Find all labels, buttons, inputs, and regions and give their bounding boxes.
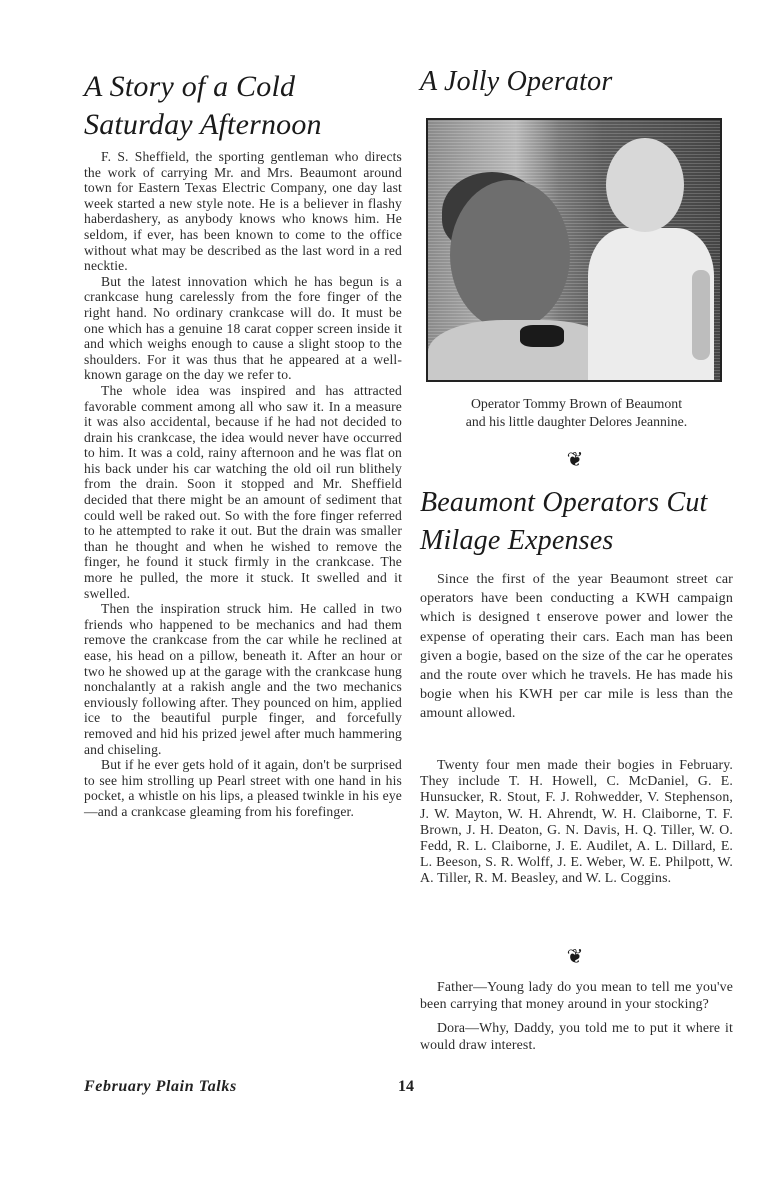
article-body-cold-saturday <box>84 149 402 820</box>
joke-line: Father—Young lady do you mean to tell me you've been carrying that money around in your stocking? <box>420 979 733 1011</box>
photo-detail <box>606 138 684 232</box>
title-line-2: Milage Expenses <box>420 525 614 556</box>
title-line-1: Beaumont Operators Cut <box>420 487 708 518</box>
photo-detail <box>692 270 710 360</box>
article-body-milage-p1 <box>420 570 733 724</box>
photo-caption <box>420 395 733 431</box>
title-line-1: A Story of a Cold <box>84 70 296 103</box>
paragraph: But if he ever gets hold of it again, don't be surprised to see him strolling up Pearl street with one hand in his pocket, a whistle on his lips, a pleased twinkle in his eye—and a crankcase gleaming from his forefinger. <box>84 757 402 819</box>
paragraph: F. S. Sheffield, the sporting gentleman who directs the work of carrying Mr. and Mrs. Beaumont around town for Eastern Texas Electric Company, one day last week started a new style note. He is a believer in flashy haberdashery, as anybody knows who knows him. He seldom, if ever, has been known to come to the office without what may be described as the last word in a red necktie. <box>84 149 402 274</box>
photo-detail <box>520 325 564 347</box>
paragraph: But the latest innovation which he has begun is a crankcase hung carelessly from the fore finger of the right hand. No ordinary crankcase will do. It must be one which has a genuine 18 carat copper screen inside it and which weighs enough to cause a slight stoop to the shoulders. For it was thus that he appeared at a well-known garage on the day we refer to. <box>84 273 402 383</box>
caption-line-1: Operator Tommy Brown of Beaumont <box>470 396 683 411</box>
floral-ornament-icon: ❦ <box>566 447 584 471</box>
publication-name: February Plain Talks <box>84 1078 237 1095</box>
joke-dialogue <box>420 978 733 1053</box>
photo-operator-and-daughter <box>426 118 722 382</box>
title-line-2: Saturday Afternoon <box>84 108 322 141</box>
joke-line: Dora—Why, Daddy, you told me to put it where it would draw interest. <box>420 1020 733 1052</box>
article-title-jolly-operator: A Jolly Operator <box>420 66 613 97</box>
article-title-cold-saturday <box>84 68 322 144</box>
article-title-milage-expenses <box>420 484 708 560</box>
photo-detail <box>450 180 570 330</box>
article-body-milage-p2 <box>420 757 733 887</box>
paragraph: Since the first of the year Beaumont street car operators have been conducting a KWH campaign which is designed t enserove power and lower the expense of operating their cars. Each man has been given a bogie, based on the size of the car he operates and the route over which he travels. He has made his bogie when his KWH per car mile is less than the amount allowed. <box>420 572 733 722</box>
paragraph: Twenty four men made their bogies in February. They include T. H. Howell, C. McDaniel, G. E. Hunsucker, R. Stout, F. J. Rohwedder, V. Stephenson, J. W. Mayton, W. H. Ahrendt, W. H. Claiborne, T. F. Brown, J. H. Deaton, G. N. Davis, H. Q. Tiller, W. O. Fedd, R. L. Claiborne, J. E. Audilet, A. L. Dillard, E. L. Beeson, S. R. Wolff, J. E. Weber, W. E. Philpott, W. A. Tiller, R. M. Beasley, and W. L. Coggins. <box>420 757 733 886</box>
caption-line-2: and his little daughter Delores Jeannine. <box>465 414 688 429</box>
floral-ornament-icon: ❦ <box>566 944 584 968</box>
page-number: 14 <box>398 1078 414 1095</box>
paragraph: Then the inspiration struck him. He called in two friends who happened to be mechanics and had them remove the crankcase from the car while he reclined at ease, his head on a pillow, beneath it. After an hour or two he showed up at the garage with the crankcase hung nonchalantly at a rakish angle and the two mechanics enviously following after. They pounced on him, applied ice to the beautiful purple finger, and forcefully removed and hid his prized jewel after much hammering and chiseling. <box>84 601 402 757</box>
paragraph: The whole idea was inspired and has attracted favorable comment among all who saw it. In a measure it was also accidental, because if he had not decided to drain his crankcase, the idea would never have occurred to him. It was a cold, rainy afternoon and he was flat on his back under his car watching the old oil run blithely from the drain. Soon it stopped and Mr. Sheffield decided that there might be an amount of sediment that could well be raked out. So with the fore finger referred to he attempted to rake it out. But the drain was smaller than he thought and when he wished to remove the finger, he found it stuck firmly in the crankcase. The more he pulled, the more it stuck. It swelled and it swelled. <box>84 382 402 601</box>
